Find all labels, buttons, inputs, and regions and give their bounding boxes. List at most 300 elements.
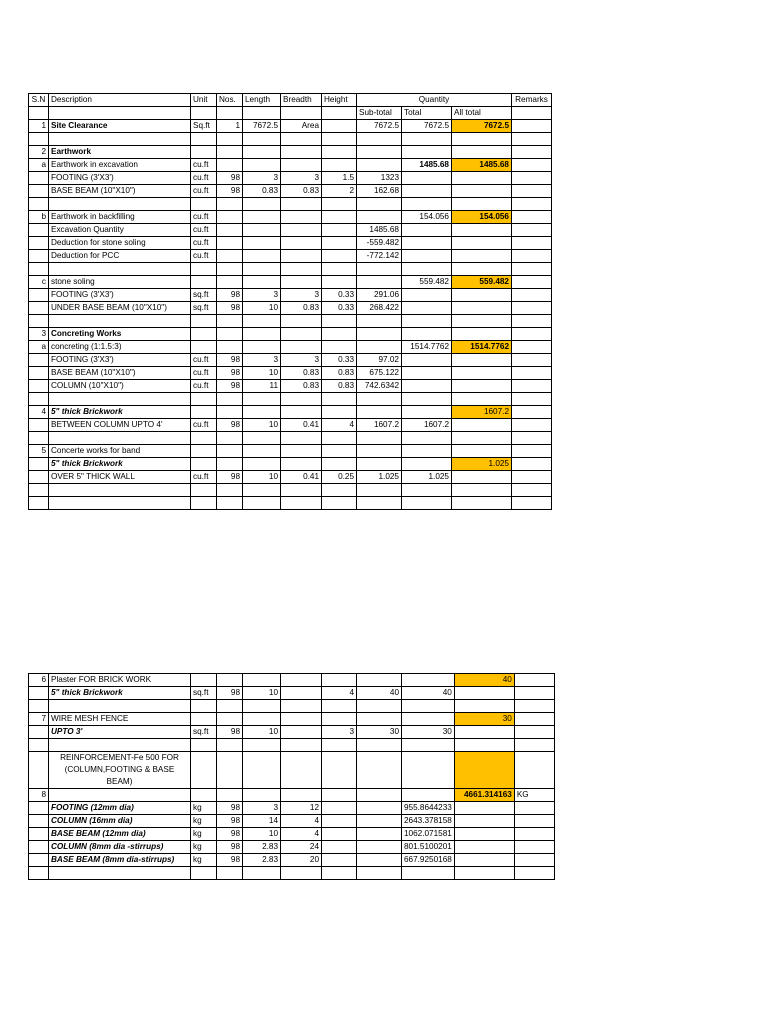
alltotal-cell <box>452 224 512 237</box>
remarks-cell <box>512 445 552 458</box>
total-cell <box>402 172 452 185</box>
remarks-cell <box>512 432 552 445</box>
nos-cell <box>217 250 243 263</box>
total-cell: 1062.071581 <box>402 828 455 841</box>
unit-cell: kg <box>191 828 217 841</box>
sn-cell <box>29 224 49 237</box>
description-cell: 5" thick Brickwork <box>49 458 191 471</box>
length-cell <box>243 146 281 159</box>
description-cell: concreting (1:1.5:3) <box>49 341 191 354</box>
table-row <box>29 713 555 726</box>
length-cell: 7672.5 <box>243 120 281 133</box>
remarks-cell <box>512 458 552 471</box>
breadth-cell <box>281 867 322 880</box>
breadth-cell: 12 <box>281 802 322 815</box>
total-cell <box>402 315 452 328</box>
subtotal-cell <box>357 393 402 406</box>
subheader-blank <box>191 107 217 120</box>
breadth-cell <box>281 445 322 458</box>
alltotal-cell: 1485.68 <box>452 159 512 172</box>
breadth-cell <box>281 276 322 289</box>
total-cell: 1.025 <box>402 471 452 484</box>
unit-cell: cu.ft <box>191 237 217 250</box>
remarks-cell <box>512 341 552 354</box>
length-cell: 14 <box>243 815 281 828</box>
nos-cell <box>217 458 243 471</box>
table-row <box>29 380 552 393</box>
total-cell: 559.482 <box>402 276 452 289</box>
sn-cell <box>29 687 49 700</box>
nos-cell: 98 <box>217 726 243 739</box>
subtotal-cell: 675.122 <box>357 367 402 380</box>
sn-cell <box>29 289 49 302</box>
length-cell <box>243 432 281 445</box>
blank-row <box>29 263 552 276</box>
height-cell <box>322 341 357 354</box>
height-cell <box>322 146 357 159</box>
table-row <box>29 687 555 700</box>
description-cell: COLUMN (16mm dia) <box>49 815 191 828</box>
unit-cell: kg <box>191 815 217 828</box>
table-row <box>29 224 552 237</box>
unit-cell <box>191 146 217 159</box>
height-cell <box>322 250 357 263</box>
height-cell <box>322 237 357 250</box>
subtotal-cell <box>357 276 402 289</box>
description-cell: 5" thick Brickwork <box>49 687 191 700</box>
breadth-cell: 24 <box>281 841 322 854</box>
total-cell <box>402 445 452 458</box>
alltotal-cell <box>452 133 512 146</box>
header-row <box>29 94 552 107</box>
description-cell: BASE BEAM (12mm dia) <box>49 828 191 841</box>
alltotal-cell <box>452 315 512 328</box>
alltotal-cell <box>452 328 512 341</box>
length-cell <box>243 445 281 458</box>
total-cell <box>402 354 452 367</box>
description-cell: Earthwork <box>49 146 191 159</box>
subtotal-cell: 7672.5 <box>357 120 402 133</box>
subtotal-cell <box>357 159 402 172</box>
breadth-cell: 3 <box>281 289 322 302</box>
total-cell <box>402 674 455 687</box>
height-cell <box>322 867 357 880</box>
remarks-cell <box>512 250 552 263</box>
length-cell: 10 <box>243 828 281 841</box>
height-cell <box>322 700 357 713</box>
sn-cell <box>29 700 49 713</box>
description-cell: Earthwork in backfilling <box>49 211 191 224</box>
nos-cell: 98 <box>217 367 243 380</box>
nos-cell <box>217 406 243 419</box>
nos-cell: 98 <box>217 815 243 828</box>
unit-cell: sq.ft <box>191 302 217 315</box>
height-cell <box>322 263 357 276</box>
alltotal-cell <box>454 726 514 739</box>
remarks-cell <box>514 867 554 880</box>
breadth-cell: Area <box>281 120 322 133</box>
sn-cell <box>29 315 49 328</box>
table-row <box>29 726 555 739</box>
remarks-cell <box>512 211 552 224</box>
table-row <box>29 674 555 687</box>
nos-cell <box>217 393 243 406</box>
subtotal-cell: 291.06 <box>357 289 402 302</box>
breadth-cell <box>281 328 322 341</box>
height-cell: 0.33 <box>322 302 357 315</box>
total-cell <box>402 250 452 263</box>
nos-cell <box>217 789 243 802</box>
total-cell <box>402 185 452 198</box>
subtotal-cell <box>357 674 402 687</box>
nos-cell <box>217 867 243 880</box>
main-table-body <box>29 120 552 510</box>
length-cell: 10 <box>243 302 281 315</box>
table-row <box>29 445 552 458</box>
sn-cell: 3 <box>29 328 49 341</box>
breadth-cell: 20 <box>281 854 322 867</box>
height-cell: 0.83 <box>322 367 357 380</box>
sn-cell <box>29 250 49 263</box>
total-cell <box>402 789 455 802</box>
breadth-cell: 4 <box>281 815 322 828</box>
unit-cell: cu.ft <box>191 367 217 380</box>
header-breadth: Breadth <box>281 94 322 107</box>
description-cell <box>49 497 191 510</box>
subtotal-cell <box>357 713 402 726</box>
sn-cell <box>29 393 49 406</box>
table-row <box>29 250 552 263</box>
sn-cell <box>29 497 49 510</box>
sn-cell: b <box>29 211 49 224</box>
remarks-cell: KG <box>514 789 554 802</box>
blank-row <box>29 700 555 713</box>
sn-cell <box>29 432 49 445</box>
alltotal-cell: 4661.314163 <box>454 789 514 802</box>
remarks-cell <box>512 484 552 497</box>
breadth-cell <box>281 146 322 159</box>
alltotal-cell <box>452 432 512 445</box>
nos-cell <box>217 211 243 224</box>
subheader-blank <box>243 107 281 120</box>
breadth-cell <box>281 687 322 700</box>
subtotal-cell <box>357 789 402 802</box>
height-cell <box>322 276 357 289</box>
length-cell: 2.83 <box>243 841 281 854</box>
table-row <box>29 419 552 432</box>
total-cell: 1485.68 <box>402 159 452 172</box>
table-row <box>29 815 555 828</box>
sn-cell: 4 <box>29 406 49 419</box>
subtotal-cell <box>357 315 402 328</box>
subtotal-cell <box>357 432 402 445</box>
header-length: Length <box>243 94 281 107</box>
alltotal-cell <box>454 841 514 854</box>
unit-cell <box>191 713 217 726</box>
nos-cell <box>217 276 243 289</box>
height-cell <box>322 674 357 687</box>
breadth-cell <box>281 315 322 328</box>
alltotal-cell <box>452 367 512 380</box>
remarks-cell <box>512 198 552 211</box>
alltotal-cell <box>454 828 514 841</box>
remarks-cell <box>512 133 552 146</box>
length-cell: 10 <box>243 471 281 484</box>
height-cell <box>322 815 357 828</box>
length-cell <box>243 198 281 211</box>
subtotal-cell: 268.422 <box>357 302 402 315</box>
subtotal-cell <box>357 146 402 159</box>
estimate-table-main <box>28 93 552 510</box>
subtotal-cell <box>357 497 402 510</box>
length-cell <box>243 159 281 172</box>
breadth-cell <box>281 432 322 445</box>
length-cell <box>243 328 281 341</box>
unit-cell <box>191 315 217 328</box>
alltotal-cell <box>452 185 512 198</box>
breadth-cell <box>281 458 322 471</box>
description-cell <box>49 133 191 146</box>
table-row <box>29 828 555 841</box>
description-cell <box>49 315 191 328</box>
remarks-cell <box>512 146 552 159</box>
subtotal-cell: 162.68 <box>357 185 402 198</box>
total-cell <box>402 458 452 471</box>
nos-cell: 98 <box>217 289 243 302</box>
alltotal-cell <box>452 146 512 159</box>
unit-cell: sq.ft <box>191 289 217 302</box>
length-cell: 10 <box>243 726 281 739</box>
remarks-cell <box>512 497 552 510</box>
height-cell <box>322 211 357 224</box>
unit-cell <box>191 789 217 802</box>
length-cell <box>243 133 281 146</box>
subtotal-cell: 30 <box>357 726 402 739</box>
height-cell <box>322 133 357 146</box>
remarks-cell <box>512 354 552 367</box>
table-row <box>29 841 555 854</box>
remarks-cell <box>512 224 552 237</box>
header-remarks: Remarks <box>512 94 552 107</box>
subtotal-cell: -772.142 <box>357 250 402 263</box>
alltotal-cell <box>452 263 512 276</box>
unit-cell: cu.ft <box>191 419 217 432</box>
breadth-cell: 0.41 <box>281 471 322 484</box>
sn-cell <box>29 354 49 367</box>
blank-row <box>29 133 552 146</box>
subtotal-cell <box>357 752 402 789</box>
remarks-cell <box>512 172 552 185</box>
sn-cell: a <box>29 341 49 354</box>
length-cell <box>243 458 281 471</box>
subtotal-cell <box>357 458 402 471</box>
height-cell <box>322 739 357 752</box>
remarks-cell <box>514 854 554 867</box>
length-cell <box>243 211 281 224</box>
subheader-blank <box>322 107 357 120</box>
nos-cell <box>217 263 243 276</box>
total-cell <box>402 432 452 445</box>
remarks-cell <box>514 726 554 739</box>
total-cell <box>402 263 452 276</box>
total-cell <box>402 497 452 510</box>
total-cell: 2643.378158 <box>402 815 455 828</box>
subtotal-cell <box>357 406 402 419</box>
sn-cell <box>29 854 49 867</box>
alltotal-cell <box>452 289 512 302</box>
unit-cell: cu.ft <box>191 380 217 393</box>
alltotal-cell: 1.025 <box>452 458 512 471</box>
table-row <box>29 367 552 380</box>
breadth-cell <box>281 263 322 276</box>
description-cell <box>49 484 191 497</box>
sn-cell: 2 <box>29 146 49 159</box>
total-cell <box>402 289 452 302</box>
sn-cell <box>29 815 49 828</box>
subtotal-cell <box>357 854 402 867</box>
breadth-cell: 0.83 <box>281 367 322 380</box>
sn-cell <box>29 380 49 393</box>
length-cell <box>243 315 281 328</box>
blank-row <box>29 393 552 406</box>
nos-cell: 98 <box>217 172 243 185</box>
length-cell <box>243 700 281 713</box>
total-cell <box>402 380 452 393</box>
header-description: Description <box>49 94 191 107</box>
description-cell <box>49 739 191 752</box>
description-cell: Concerte works for band <box>49 445 191 458</box>
sn-cell <box>29 867 49 880</box>
alltotal-cell <box>452 237 512 250</box>
table-row <box>29 289 552 302</box>
breadth-cell <box>281 484 322 497</box>
description-cell <box>49 432 191 445</box>
subtotal-cell: 1323 <box>357 172 402 185</box>
total-cell: 154.056 <box>402 211 452 224</box>
sn-cell <box>29 419 49 432</box>
length-cell: 2.83 <box>243 854 281 867</box>
height-cell <box>322 120 357 133</box>
description-cell: BASE BEAM (10"X10") <box>49 185 191 198</box>
description-cell: FOOTING (3'X3') <box>49 354 191 367</box>
sn-cell <box>29 302 49 315</box>
nos-cell <box>217 674 243 687</box>
sn-cell <box>29 198 49 211</box>
unit-cell <box>191 198 217 211</box>
height-cell: 1.5 <box>322 172 357 185</box>
unit-cell <box>191 341 217 354</box>
subtotal-cell: 1.025 <box>357 471 402 484</box>
height-cell <box>322 315 357 328</box>
description-cell: BASE BEAM (8mm dia-stirrups) <box>49 854 191 867</box>
remarks-cell <box>514 674 554 687</box>
unit-cell: kg <box>191 854 217 867</box>
table-row <box>29 237 552 250</box>
total-cell <box>402 713 455 726</box>
alltotal-cell <box>454 854 514 867</box>
total-cell: 40 <box>402 687 455 700</box>
remarks-cell <box>512 328 552 341</box>
subtotal-cell <box>357 328 402 341</box>
nos-cell <box>217 700 243 713</box>
length-cell <box>243 406 281 419</box>
length-cell <box>243 263 281 276</box>
unit-cell <box>191 445 217 458</box>
header-height: Height <box>322 94 357 107</box>
sn-cell <box>29 739 49 752</box>
breadth-cell <box>281 393 322 406</box>
unit-cell: sq.ft <box>191 687 217 700</box>
alltotal-cell: 154.056 <box>452 211 512 224</box>
alltotal-cell <box>452 484 512 497</box>
sn-cell <box>29 133 49 146</box>
unit-cell: cu.ft <box>191 471 217 484</box>
header-alltotal: All total <box>452 107 512 120</box>
unit-cell <box>191 867 217 880</box>
alltotal-cell <box>452 250 512 263</box>
alltotal-cell <box>452 172 512 185</box>
breadth-cell <box>281 726 322 739</box>
alltotal-cell: 40 <box>454 674 514 687</box>
total-cell <box>402 752 455 789</box>
subtotal-cell <box>357 133 402 146</box>
height-cell: 4 <box>322 687 357 700</box>
height-cell: 4 <box>322 419 357 432</box>
alltotal-cell <box>454 700 514 713</box>
nos-cell <box>217 224 243 237</box>
height-cell: 3 <box>322 726 357 739</box>
table-row <box>29 185 552 198</box>
remarks-cell <box>512 380 552 393</box>
breadth-cell <box>281 752 322 789</box>
sn-cell: 7 <box>29 713 49 726</box>
sn-cell <box>29 237 49 250</box>
unit-cell: cu.ft <box>191 354 217 367</box>
table-row <box>29 854 555 867</box>
unit-cell: cu.ft <box>191 185 217 198</box>
description-cell <box>49 867 191 880</box>
total-cell: 30 <box>402 726 455 739</box>
length-cell <box>243 789 281 802</box>
breadth-cell <box>281 674 322 687</box>
nos-cell <box>217 497 243 510</box>
height-cell <box>322 497 357 510</box>
remarks-cell <box>512 289 552 302</box>
remarks-cell <box>512 406 552 419</box>
total-cell <box>402 328 452 341</box>
header-sn: S.N <box>29 94 49 107</box>
description-cell: COLUMN (8mm dia -stirrups) <box>49 841 191 854</box>
length-cell: 3 <box>243 802 281 815</box>
remarks-cell <box>512 120 552 133</box>
subtotal-cell <box>357 341 402 354</box>
remarks-cell <box>512 471 552 484</box>
remarks-cell <box>514 687 554 700</box>
description-cell <box>49 263 191 276</box>
height-cell <box>322 198 357 211</box>
unit-cell <box>191 393 217 406</box>
total-cell <box>402 484 452 497</box>
total-cell <box>402 133 452 146</box>
subtotal-cell: -559.482 <box>357 237 402 250</box>
table-row <box>29 211 552 224</box>
breadth-cell: 0.83 <box>281 185 322 198</box>
nos-cell <box>217 739 243 752</box>
nos-cell: 98 <box>217 854 243 867</box>
nos-cell: 98 <box>217 471 243 484</box>
height-cell <box>322 484 357 497</box>
description-cell: WIRE MESH FENCE <box>49 713 191 726</box>
